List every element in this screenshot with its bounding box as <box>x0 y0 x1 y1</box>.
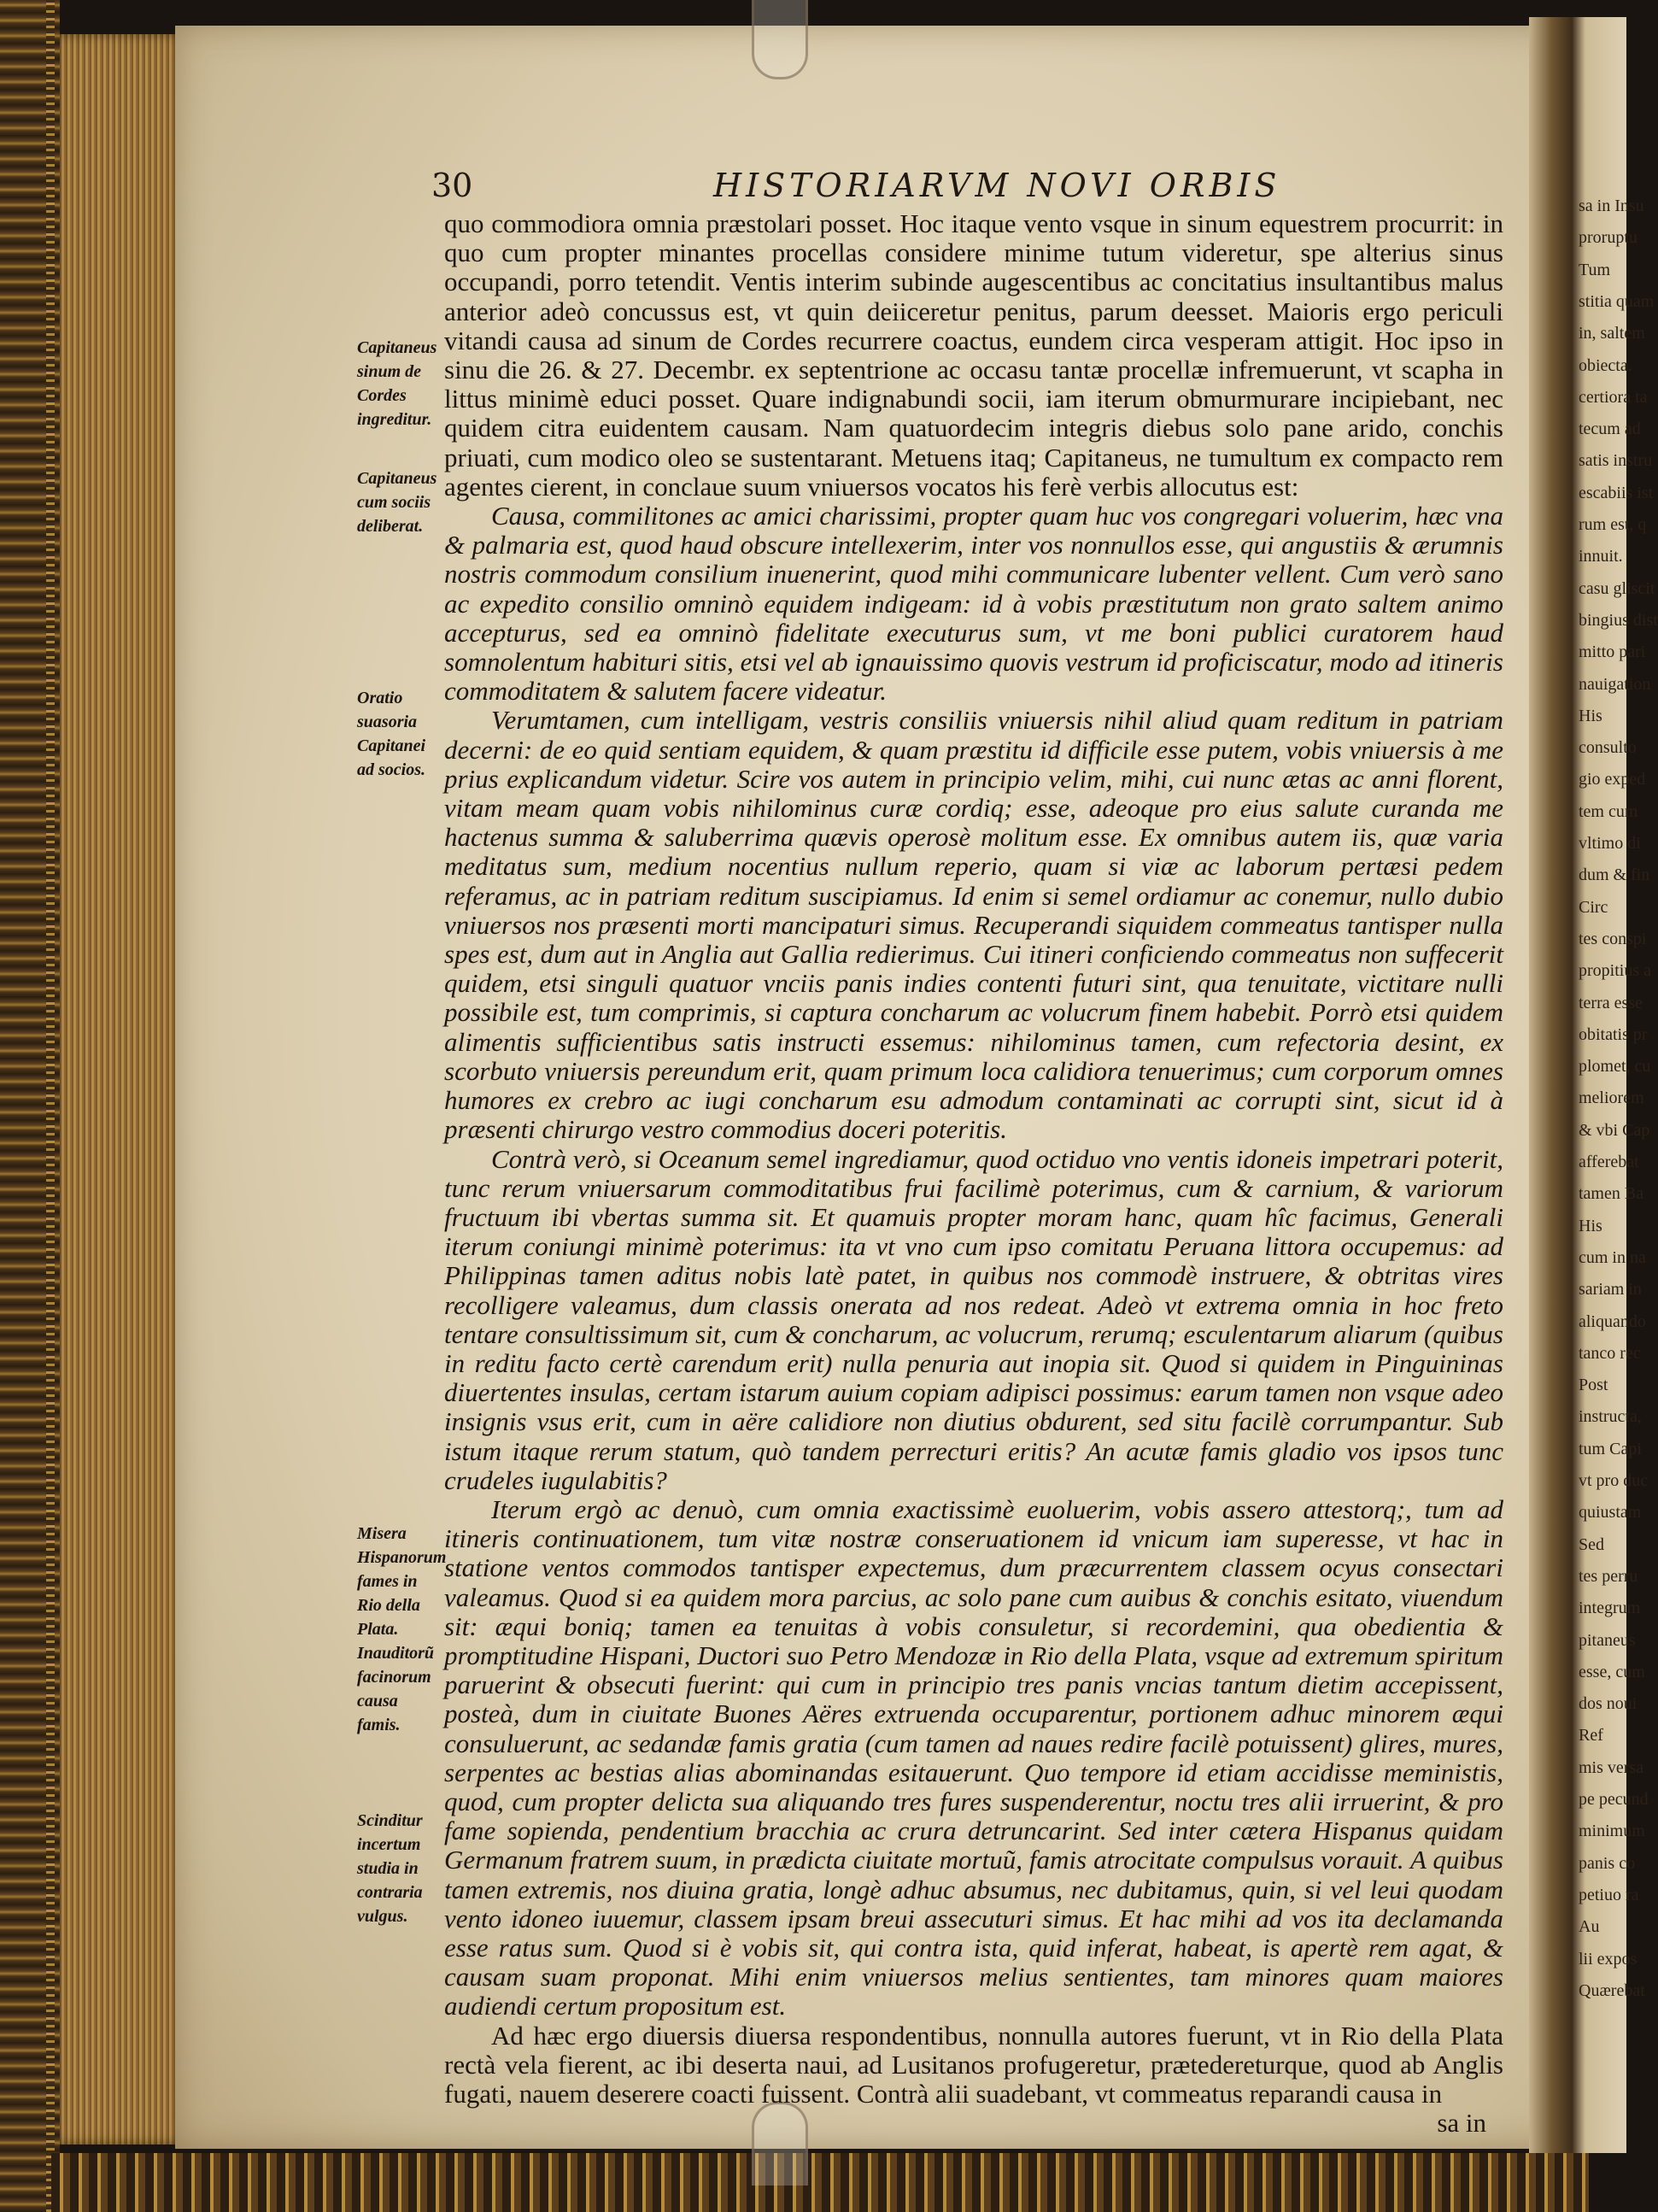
facing-page-fragment: obitatis pr <box>1579 1024 1648 1044</box>
facing-page-fragment: vltimo di <box>1579 834 1641 853</box>
facing-page-fragment: dos noui <box>1579 1694 1637 1714</box>
facing-page-fragment: mis versa <box>1579 1757 1644 1777</box>
paragraph: Causa, commilitones ac amici charissimi, propter quam huc vos congregari voluerim, hæc vna & palmaria est, quod haud obscure intellexerim, inter vos nonnullos esse, qui angustiis & ærumnis nostris commodum consilium inuenerint, quod mihi communicare lubenter vellent. Cum verò sano ac expedito consilio omninò equidem indigeam: id à vobis præstitutum non grato saltem animo accepturus, sed ea omninò fidelitate executurus sum, vt me boni publici curatorem haud somnolentum habituri sitis, etsi vel ab ignauissimo quovis vestrum id proficiscatur, modo ad itineris commoditatem & salutem facere videatur. <box>444 501 1503 707</box>
facing-page-fragment: stitia quam <box>1579 291 1655 311</box>
page-number: 30 <box>431 167 473 204</box>
facing-page-fragment: aliquando <box>1579 1311 1646 1331</box>
paragraph: Verumtamen, cum intelligam, vestris consiliis vniuersis nihil aliud quam reditum in patriam decerni: de eo quid sentiam equidem, & quam præstitu id difficile esse putem, vobis vniuersis à me prius explicandum videtur. Scire vos autem in principio velim, mihi, cui nunc ætas ac anni florent, vitam meam quam vobis nihilominus curæ cordiq; esse, adeoque pro eius salute curanda me hactenus summa & saluberrima quævis operosè molitum esse. Ex omnibus autem iis, quæ varia meditatus sum, medium nocentius nullum reperio, quam si viæ ac laborum pertæsi pedem referamus, ac in patriam reditum suscipiamus. Id enim si semel ordiamur ac conemur, nullo dubio vniuersos nos præsenti morti mancipaturi simus. Recuperandi siquidem commeatus tantisper nulla spes est, dum aut in Anglia aut Gallia redierimus. Cui itineri conficiendo commeatus non suffecerit quidem, etsi singuli quatuor vnciis panis indies contenti futuri sint, qua tenuitate, victitare nulli possibile est, tum comprimis, si captura concharum ac volucrum finem habebit. Porrò etsi quidem alimentis sufficientibus satis instructi essemus: nihilominus tamen, cum refectoria desint, ex scorbuto vniuersis pereundum erit, quam primum loca calidiora tenuerimus; cum corporum omnes humores ex crebro ac iugi concharum esu admodum contaminati ac corrupti sint, sicut id à præsenti chirurgo vestro commodius doceri poteritis. <box>444 705 1503 1145</box>
facing-page-fragment: casu gliscit <box>1579 578 1655 598</box>
facing-page-fragment: propitius a <box>1579 961 1651 981</box>
facing-page-fragment: nauigation <box>1579 674 1651 694</box>
facing-page-fragment: afferebat <box>1579 1153 1639 1171</box>
facing-page-fragment: Au <box>1579 1917 1600 1937</box>
paragraph: Ad hæc ergo diuersis diuersa respondentibus, nonnulla autores fuerunt, vt in Rio della Plata rectà vela fierent, ac ibi deserta naui, ad Lusitanos profugeretur, prætedereturque, quod ab Anglis fugati, nauem deserere coacti fuissent. Contrà alii suadebant, vt commeatus reparandi causa in <box>444 2020 1503 2109</box>
facing-page-fragment: Ref <box>1579 1726 1603 1746</box>
paragraph: Contrà verò, si Oceanum semel ingrediamur, quod octiduo vno ventis idoneis impetrari poterit, tunc rerum vniuersarum commoditatibus frui facilimè poterimus, cum & carnium, & variorum fructuum ibi vbertas summa sit. Et quamuis propter moram hanc, quam hîc facimus, Generali iterum coniungi minimè poterimus: ita vt vno cum ipso comitatu Peruana littora occupemus: ad Philippinas tamen aditus nobis latè patet, in quibus nos commodè instruere, & obtritas vires recolligere valeamus, dum classis onerata ad nos redeat. Adeò vt extrema omnia in hoc freto tentare consultissimum sit, cum & concharum, ac volucrum, rerumq; esculentarum aliarum (quibus in reditu facto certè carendum erit) nulla penuria aut inopia sit. Quod si quidem in Pinguininas diuertentes insulas, certam istarum auium copiam adipisci possimus: earum tamen non vsque adeo insignis vsus erit, cum in aëre calidiore non diutius obdurent, sed situ facilè corrumpantur. Sub istum itaque rerum statum, quò tandem perrecturi eritis? An acutæ famis gladio vos ipsos tunc crudeles iugulabitis? <box>444 1143 1503 1495</box>
facing-page-fragment: Circ <box>1579 897 1608 917</box>
facing-page-fragment: plomet, cu <box>1579 1057 1651 1077</box>
facing-page-fragment: in, saltem <box>1579 324 1645 343</box>
margin-note: Scinditur incertum studia in contraria vulgus. <box>357 1811 423 1926</box>
facing-page-fragment: rum est, q <box>1579 515 1647 534</box>
page-clip-top <box>752 0 808 79</box>
facing-page-fragment: tum Capi <box>1579 1439 1642 1458</box>
facing-page-fragment: pitaneus <box>1579 1630 1636 1650</box>
margin-note: Oratio suasoria Capitanei ad socios. <box>357 689 426 779</box>
paragraph: Iterum ergò ac denuò, cum omnia exactissimè euoluerim, vobis assero attestorq;, tum ad itineris continuationem, tum vitæ nostræ conseruationem id vnicum iam superesse, vt hac in statione ventos commodos tantisper expectemus, dum præcurrentem classem ocyus consectari valeamus. Quod si ea quidem mora parcius, ac solo pane cum auibus & conchis esitato, viuendum sit: æqui boniq; tamen ea tenuitas à vobis consuletur, si recordemini, qua obedientia & promptitudine Hispani, Ductori suo Petro Mendozæ in Rio della Plata, vsque ad extremum spiritum paruerint & obsecuti fuerint: qui cum in principio tres panis vncias tantum dietim accepissent, posteà, dum in ciuitate Buones Aëres extruenda occuparentur, portionem adhuc minorem æqui consuluerunt, ac sedandæ famis gratia (cum tamen ad naues redire facilè potuissent) glires, mures, serpentes ac bestias alias abominandas esitauerunt. Quo tempore id etiam accidisse meministis, quod, cum propter delicta sua aliquando tres fures suspenderentur, noctu tres alii irruerint, & pro fame sopienda, pendentium bracchia ac crura detruncarint. Sed inter cætera Hispanus quidam Germanum fratrem suum, in prædicta ciuitate mortuũ, famis atrocitate compulsus vorauit. A quibus tamen extremis, nos diuina gratia, longè adhuc absumus, nec dubitamus, quin, si vel leui quodam vento idoneo iuuemur, classem ipsam breui assecuturi simus. Et hac mihi ad vos ita declamanda esse ratus sum. Quod si è vobis sit, qui contra ista, quid inferat, habeat, is apertè rem agat, & causam suam proponat. Mihi enim vniuersos melius sentientes, tam minores quam maiores audiendi certum propositum est. <box>444 1493 1503 2021</box>
paragraph: quo commodiora omnia præstolari posset. Hoc itaque vento vsque in sinum equestrem procurrit: in quo cum propter minantes procellas considere minime tutum videretur, spe alterius sinus occupandi, porro tetendit. Ventis interim subinde augescentibus ac concitatius insultantibus malus anterior adeò concussus est, vt quin deiiceretur penitus, parum deesset. Maioris ergo periculi vitandi causa ad sinum de Cordes recurrere coactus, eundem circa vesperam attigit. Hoc ipso in sinu die 26. & 27. Decembr. ex septentrione ac occasu tantæ procellæ infremuerunt, vt scapha in littus minimè educi posset. Quare indignabundi socii, iam iterum obmurmurare incipiebant, nec quidem citra euidentem causam. Nam quatuordecim integris diebus solo pane arido, conchis priuati, cum modico oleo se sustentarant. Metuens itaq; Capitaneus, ne tumultum ex compacto rem agentes cierent, in conclaue suum vniuersos vocatos his ferè verbis allocutus est: <box>444 208 1503 502</box>
page-header <box>431 167 1380 209</box>
facing-page-fragment: tem cum <box>1579 801 1638 821</box>
facing-page-fragment: satis instru <box>1579 451 1653 471</box>
margin-note: Misera Hispanorum fames in Rio della Plata. Inauditorũ facinorum causa famis. <box>357 1524 447 1734</box>
page-stack-edge <box>60 34 188 2145</box>
running-title: HISTORIARVM NOVI ORBIS <box>713 167 1281 204</box>
body-text <box>444 209 1503 2138</box>
book-spine-edge <box>0 0 60 2212</box>
facing-page-fragment: panis co <box>1579 1853 1636 1873</box>
facing-page-fragment: tamen Ba <box>1579 1184 1644 1204</box>
facing-page-fragment: mitto pari <box>1579 642 1646 662</box>
facing-page-fragment: minimum <box>1579 1822 1645 1841</box>
facing-page <box>1572 17 1658 2153</box>
facing-page-fragment: quiustam <box>1579 1503 1642 1523</box>
facing-page-fragment: His <box>1579 1216 1602 1235</box>
facing-page-fragment: proruptu <box>1579 228 1637 248</box>
facing-page-fragment: terra esse <box>1579 993 1643 1012</box>
facing-page-fragment: & vbi Cap <box>1579 1120 1650 1140</box>
facing-page-fragment: Tum <box>1579 260 1611 279</box>
margin-note: Capitaneus cum sociis deliberat. <box>357 469 437 536</box>
facing-page-fragment: tes conspi <box>1579 929 1647 948</box>
facing-page-fragment: cum in na <box>1579 1247 1646 1267</box>
facing-page-fragment: pe pecund <box>1579 1790 1649 1809</box>
book-bottom-edge <box>51 2153 1589 2212</box>
facing-page-fragment: integrum <box>1579 1599 1641 1618</box>
facing-page-fragment: vt pro duc <box>1579 1471 1649 1490</box>
facing-page-fragment: consulto <box>1579 738 1637 758</box>
facing-page-fragment: tes perru <box>1579 1566 1638 1586</box>
facing-page-fragment: Sed <box>1579 1534 1604 1554</box>
facing-page-fragment: lii expos <box>1579 1949 1637 1969</box>
facing-page-fragment: certiora ta <box>1579 387 1648 407</box>
catchword: sa in <box>1437 2108 1486 2139</box>
facing-page-fragment: gio exped <box>1579 770 1646 789</box>
facing-page-fragment: bingius dist <box>1579 610 1658 630</box>
facing-page-fragment: esse, cum <box>1579 1662 1645 1681</box>
facing-page-fragment: Quærebat <box>1579 1980 1645 2000</box>
facing-page-fragment: instructa, <box>1579 1407 1642 1427</box>
facing-page-fragment: Post <box>1579 1376 1608 1395</box>
facing-page-fragment: escabiis ist <box>1579 483 1654 502</box>
facing-page-fragment: meliorem <box>1579 1088 1644 1108</box>
facing-page-fragment: His <box>1579 706 1602 725</box>
facing-page-fragment: tanco rec <box>1579 1343 1641 1363</box>
facing-page-fragment: dum & fin <box>1579 865 1650 885</box>
facing-page-fragment: sariam in <box>1579 1280 1642 1300</box>
margin-note: Capitaneus sinum de Cordes ingreditur. <box>357 338 437 429</box>
facing-page-fragment: tecum ad <box>1579 420 1641 439</box>
facing-page-fragment: petiuo ra <box>1579 1885 1639 1904</box>
facing-page-fragment: innuit. <box>1579 547 1623 566</box>
facing-page-fragment: sa in Insu <box>1579 197 1644 215</box>
facing-page-fragment: obiecta. <box>1579 355 1632 375</box>
